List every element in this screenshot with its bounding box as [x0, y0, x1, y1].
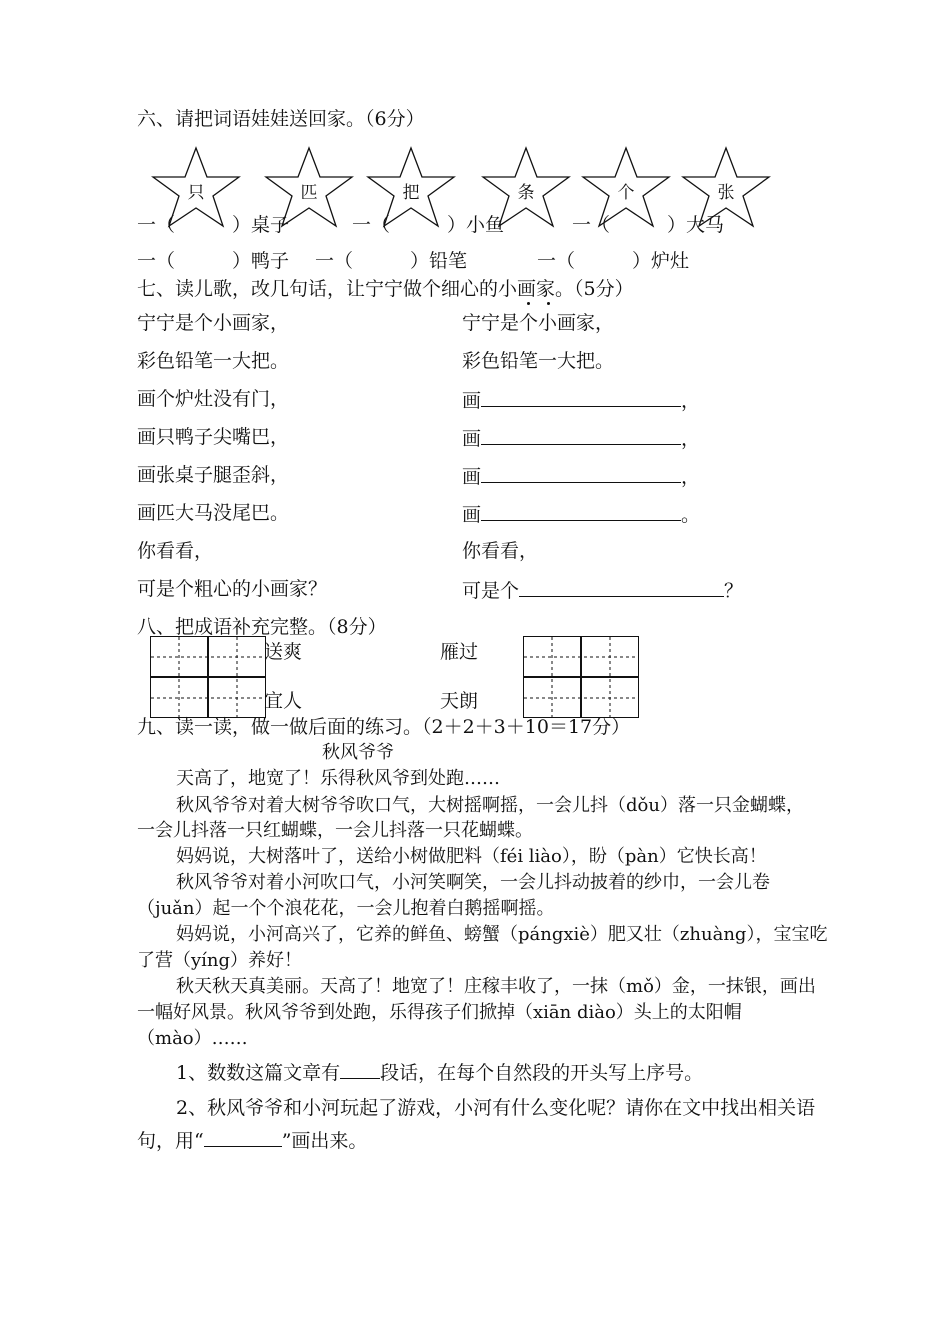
star-label: 把: [402, 183, 420, 203]
story-title: 秋风爷爷: [322, 742, 394, 763]
star-label: 张: [717, 183, 735, 203]
question-text: 1、数数这篇文章有: [176, 1062, 341, 1084]
story-line: 妈妈说，小河高兴了，它养的鲜鱼、螃蟹（pángxiè）肥又壮（zhuàng），宝宝吃: [176, 924, 828, 945]
idiom-grid-left[interactable]: [150, 636, 266, 718]
story-line: 秋风爷爷对着大树爷爷吹口气，大树摇啊摇，一会儿抖（dǒu）落一只金蝴蝶，: [176, 795, 804, 816]
q9-question-2: 2、秋风爷爷和小河玩起了游戏，小河有什么变化呢？请你在文中找出相关语: [176, 1097, 816, 1119]
poem-line: 画只鸭子尖嘴巴，: [137, 426, 290, 448]
answer-blank[interactable]: [481, 502, 681, 521]
q9-title: 九、读一读，做一做后面的练习。（2＋2＋3＋10＝17分）: [137, 716, 631, 738]
poem-line: 可是个粗心的小画家？: [137, 578, 328, 600]
rewrite-prefix: 画: [462, 504, 482, 526]
rewrite-end: ？: [724, 580, 744, 602]
poem-line: 彩色铅笔一大把。: [137, 350, 290, 372]
star-label: 条: [517, 183, 535, 203]
answer-blank[interactable]: [519, 578, 724, 597]
star-label: 只: [187, 183, 205, 203]
rewrite-fill-line-4[interactable]: [462, 502, 700, 527]
q9-question-2-cont: [137, 1128, 367, 1153]
story-line: 一会儿抖落一只红蝴蝶，一会儿抖落一只花蝴蝶。: [137, 820, 533, 841]
poem-line: 宁宁是个小画家，: [137, 312, 290, 334]
answer-blank[interactable]: [481, 464, 681, 483]
story-line: （juǎn）起一个个浪花花，一会儿抱着白鹅摇啊摇。: [137, 898, 555, 919]
idiom-grid-right[interactable]: [523, 636, 639, 718]
rewrite-look: 你看看，: [462, 540, 539, 562]
emphasis-dot: [547, 302, 550, 305]
poem-line: 画张桌子腿歪斜，: [137, 464, 290, 486]
rewrite-end: 。: [681, 504, 701, 526]
answer-blank[interactable]: [340, 1060, 380, 1079]
q6-blank-1[interactable]: 一（ ）桌子: [137, 214, 290, 236]
poem-line: 画个炉灶没有门，: [137, 388, 290, 410]
idiom-part: 宜人: [264, 690, 303, 712]
idiom-part: 送爽: [264, 641, 303, 663]
answer-blank[interactable]: [481, 426, 681, 445]
rewrite-prefix: 画: [462, 390, 482, 412]
question-text: 句，用“: [137, 1130, 204, 1152]
rewrite-prefix: 可是个: [462, 580, 520, 602]
emphasis-dot: [527, 302, 530, 305]
story-line: 妈妈说，大树落叶了，送给小树做肥料（féi liào），盼（pàn）它快长高！: [176, 846, 767, 867]
rewrite-prefix: 画: [462, 466, 482, 488]
story-line: 天高了，地宽了！乐得秋风爷到处跑……: [176, 768, 500, 789]
q6-blank-5[interactable]: 一（ ）铅笔: [315, 250, 468, 272]
rewrite-fill-line-3[interactable]: [462, 464, 700, 489]
story-line: （mào）……: [137, 1028, 248, 1049]
q9-question-1: [176, 1060, 703, 1085]
story-line: 秋天秋天真美丽。天高了！地宽了！庄稼丰收了，一抹（mǒ）金，一抹银，画出: [176, 976, 816, 997]
rewrite-end: ，: [681, 466, 701, 488]
q6-blank-6[interactable]: 一（ ）炉灶: [537, 250, 690, 272]
rewrite-fill-line-5[interactable]: [462, 578, 743, 603]
poem-line: 画匹大马没尾巴。: [137, 502, 290, 524]
rewrite-prefix: 画: [462, 428, 482, 450]
poem-line: 你看看，: [137, 540, 214, 562]
story-line: 了营（yíng）养好！: [137, 950, 303, 971]
story-line: 秋风爷爷对着小河吹口气，小河笑啊笑，一会儿抖动披着的纱巾，一会儿卷: [176, 872, 770, 893]
rewrite-end: ，: [681, 428, 701, 450]
idiom-part: 雁过: [440, 641, 479, 663]
q6-blank-3[interactable]: 一（ ）大马: [572, 214, 725, 236]
q6-blank-4[interactable]: 一（ ）鸭子: [137, 250, 290, 272]
question-text: 段话，在每个自然段的开头写上序号。: [380, 1062, 704, 1084]
answer-blank[interactable]: [481, 388, 681, 407]
story-line: 一幅好风景。秋风爷爷到处跑，乐得孩子们掀掉（xiān diào）头上的太阳帽: [137, 1002, 742, 1023]
answer-blank[interactable]: [204, 1128, 282, 1147]
rewrite-end: ，: [681, 390, 701, 412]
star-label: 个: [617, 183, 635, 203]
question-text: ”画出来。: [281, 1130, 368, 1152]
rewrite-fill-line-1[interactable]: [462, 388, 700, 413]
rewrite-fill-line-2[interactable]: [462, 426, 700, 451]
rewrite-line: 彩色铅笔一大把。: [462, 350, 615, 372]
rewrite-line: 宁宁是个小画家，: [462, 312, 615, 334]
q7-title: 七、读儿歌，改几句话，让宁宁做个细心的小画家。（5分）: [137, 278, 634, 300]
idiom-part: 天朗: [440, 690, 479, 712]
q6-blank-2[interactable]: 一（ ）小鱼: [352, 214, 505, 236]
q6-title: 六、请把词语娃娃送回家。（6分）: [137, 108, 425, 130]
q8-title: 八、把成语补充完整。（8分）: [137, 616, 387, 638]
star-label: 匹: [300, 183, 318, 203]
